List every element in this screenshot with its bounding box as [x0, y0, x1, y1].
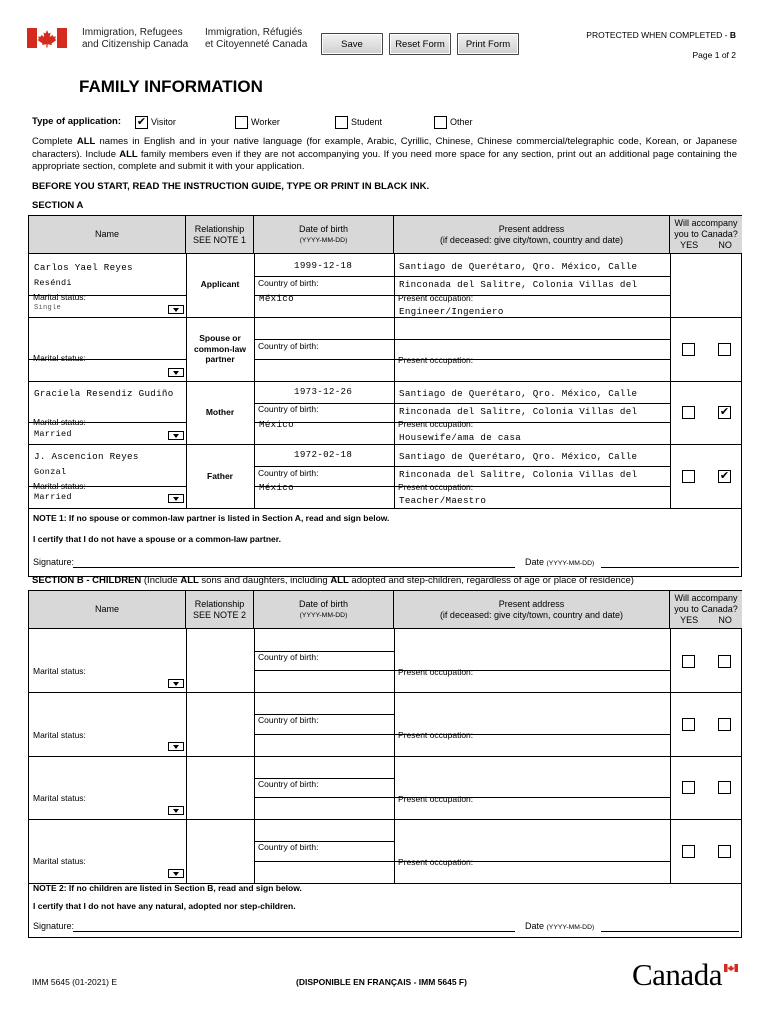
child1-occupation-label: Present occupation:: [398, 667, 474, 677]
application-type-label: Type of application:: [32, 116, 122, 127]
date-line-a[interactable]: [601, 567, 739, 568]
mother-occupation-input[interactable]: Housewife/ama de casa: [399, 432, 522, 442]
applicant-marital-select[interactable]: Single: [34, 304, 62, 312]
mother-occupation-label: Present occupation:: [398, 419, 474, 429]
page-number: Page 1 of 2: [692, 50, 736, 60]
father-cob-label: Country of birth:: [258, 468, 319, 478]
form-id: IMM 5645 (01-2021) E: [32, 977, 118, 987]
mother-marital-label: Marital status:: [33, 417, 86, 427]
applicant-address-line2[interactable]: Rinconada del Salitre, Colonia Villas del: [399, 279, 638, 290]
checkbox-worker[interactable]: [235, 116, 248, 129]
header-address: Present address (if deceased: give city/town, country and date): [394, 591, 670, 629]
spouse-cob-label: Country of birth:: [258, 341, 319, 351]
option-worker-label: Worker: [251, 117, 280, 127]
child3-accompany-yes[interactable]: [682, 781, 695, 794]
father-marital-select[interactable]: Married: [34, 492, 72, 502]
chevron-down-icon[interactable]: [168, 305, 184, 314]
signature-line-b[interactable]: [73, 931, 515, 932]
child2-cob-label: Country of birth:: [258, 715, 319, 725]
applicant-dob-input[interactable]: 1999-12-18: [294, 260, 353, 271]
relationship-father: Father: [207, 471, 233, 481]
child1-accompany-yes[interactable]: [682, 655, 695, 668]
child3-occupation-label: Present occupation:: [398, 794, 474, 804]
chevron-down-icon[interactable]: [168, 368, 184, 377]
child4-accompany-yes[interactable]: [682, 845, 695, 858]
print-form-button[interactable]: Print Form: [457, 33, 519, 55]
child2-marital-label: Marital status:: [33, 730, 86, 740]
option-other-label: Other: [450, 117, 473, 127]
wordmark-flag-icon: [724, 964, 738, 972]
spouse-accompany-yes[interactable]: [682, 343, 695, 356]
applicant-name-line2: Reséndi: [34, 278, 72, 288]
father-name-input[interactable]: J. Ascencion Reyes: [34, 451, 139, 462]
father-name-line2: Gonzal: [34, 467, 67, 477]
child1-accompany-no[interactable]: [718, 655, 731, 668]
child2-accompany-no[interactable]: [718, 718, 731, 731]
signature-line-a[interactable]: [73, 567, 515, 568]
date-label-a: Date (YYYY-MM-DD): [525, 557, 595, 567]
checkbox-other[interactable]: [434, 116, 447, 129]
applicant-address-line1[interactable]: Santiago de Querétaro, Qro. México, Calle: [399, 261, 638, 272]
spouse-marital-label: Marital status:: [33, 353, 86, 363]
department-name-en: Immigration, Refugees and Citizenship Canada: [82, 27, 189, 50]
applicant-marital-label: Marital status:: [33, 292, 86, 302]
checkbox-student[interactable]: [335, 116, 348, 129]
child3-cob-label: Country of birth:: [258, 779, 319, 789]
save-button[interactable]: Save: [321, 33, 383, 55]
date-line-b[interactable]: [601, 931, 739, 932]
date-label-b: Date (YYYY-MM-DD): [525, 921, 595, 931]
relationship-spouse: Spouse or common-law partner: [194, 333, 246, 364]
checkbox-visitor[interactable]: ✔: [136, 116, 147, 128]
chevron-down-icon[interactable]: [168, 494, 184, 503]
chevron-down-icon[interactable]: [168, 806, 184, 815]
note-2: NOTE 2: If no children are listed in Section B, read and sign below.: [33, 883, 302, 893]
child3-accompany-no[interactable]: [718, 781, 731, 794]
father-dob-input[interactable]: 1972-02-18: [294, 449, 353, 460]
signature-label-b: Signature:: [33, 921, 75, 931]
father-occupation-label: Present occupation:: [398, 482, 474, 492]
protected-notice: PROTECTED WHEN COMPLETED - B: [586, 30, 736, 40]
canada-flag-icon: [27, 28, 67, 48]
child1-marital-label: Marital status:: [33, 666, 86, 676]
header-dob: Date of birth (YYYY-MM-DD): [254, 216, 394, 254]
mother-address-line1[interactable]: Santiago de Querétaro, Qro. México, Calle: [399, 388, 638, 399]
applicant-name-input[interactable]: Carlos Yael Reyes: [34, 262, 133, 273]
mother-cob-label: Country of birth:: [258, 404, 319, 414]
instruction-warning: BEFORE YOU START, READ THE INSTRUCTION GUIDE, TYPE OR PRINT IN BLACK INK.: [32, 181, 430, 192]
section-a-title: SECTION A: [32, 200, 84, 211]
instructions-paragraph: Complete ALL names in English and in your native language (for example, Arabic, Cyrillic, Chinese, Chinese commercial/telegraphic code, Korean, or Japanese characters). Include ALL family members even if they are not accompanying you. If you need more space for any section, print out an additional page containing the appropriate section, complete and submit it with your application.: [32, 136, 737, 172]
chevron-down-icon[interactable]: [168, 431, 184, 440]
father-accompany-no[interactable]: ✔: [719, 470, 730, 482]
mother-accompany-yes[interactable]: [682, 406, 695, 419]
certify-no-children: I certify that I do not have any natural, adopted nor step-children.: [33, 901, 296, 911]
section-b-table: [28, 590, 742, 938]
mother-cob-input[interactable]: México: [259, 419, 294, 430]
child4-occupation-label: Present occupation:: [398, 857, 474, 867]
header-accompany: Will accompany you to Canada? YES NO: [670, 591, 742, 629]
signature-label-a: Signature:: [33, 557, 75, 567]
father-address-line2[interactable]: Rinconada del Salitre, Colonia Villas del: [399, 469, 638, 480]
header-accompany: Will accompany you to Canada? YES NO: [670, 216, 742, 254]
spouse-accompany-no[interactable]: [718, 343, 731, 356]
header-address: Present address (if deceased: give city/town, country and date): [394, 216, 670, 254]
father-marital-label: Marital status:: [33, 481, 86, 491]
chevron-down-icon[interactable]: [168, 869, 184, 878]
header-name: Name: [29, 591, 186, 629]
canada-wordmark: Canada: [632, 957, 722, 992]
relationship-applicant: Applicant: [200, 279, 240, 289]
chevron-down-icon[interactable]: [168, 679, 184, 688]
father-cob-input[interactable]: México: [259, 482, 294, 493]
mother-address-line2[interactable]: Rinconada del Salitre, Colonia Villas del: [399, 406, 638, 417]
father-accompany-yes[interactable]: [682, 470, 695, 483]
father-address-line1[interactable]: Santiago de Querétaro, Qro. México, Calle: [399, 451, 638, 462]
mother-marital-select[interactable]: Married: [34, 429, 72, 439]
mother-accompany-no[interactable]: ✔: [719, 406, 730, 418]
child4-accompany-no[interactable]: [718, 845, 731, 858]
child4-cob-label: Country of birth:: [258, 842, 319, 852]
header-dob: Date of birth (YYYY-MM-DD): [254, 591, 394, 629]
child2-accompany-yes[interactable]: [682, 718, 695, 731]
child4-marital-label: Marital status:: [33, 856, 86, 866]
mother-name-input[interactable]: Graciela Resendiz Gudiño: [34, 388, 174, 399]
department-name-fr: Immigration, Réfugiés et Citoyenneté Canada: [205, 27, 308, 50]
section-a-table: [28, 215, 742, 577]
applicant-occupation-input[interactable]: Engineer/Ingeniero: [399, 306, 504, 316]
reset-form-button[interactable]: Reset Form: [389, 33, 451, 55]
child2-occupation-label: Present occupation:: [398, 730, 474, 740]
header-name: Name: [29, 216, 186, 254]
option-student-label: Student: [351, 117, 383, 127]
relationship-mother: Mother: [205, 407, 235, 417]
header-relationship: Relationship SEE NOTE 1: [186, 216, 254, 254]
applicant-cob-input[interactable]: México: [259, 293, 294, 304]
child3-marital-label: Marital status:: [33, 793, 86, 803]
child1-cob-label: Country of birth:: [258, 652, 319, 662]
page-title: FAMILY INFORMATION: [79, 77, 263, 96]
note-1: NOTE 1: If no spouse or common-law partner is listed in Section A, read and sign below.: [33, 513, 390, 523]
mother-dob-input[interactable]: 1973-12-26: [294, 386, 353, 397]
applicant-occupation-label: Present occupation:: [398, 293, 474, 303]
section-b-title: SECTION B - CHILDREN (Include ALL sons and daughters, including ALL adopted and step-children, regardless of age or place of residence): [32, 575, 634, 586]
option-visitor-label: Visitor: [151, 117, 176, 127]
chevron-down-icon[interactable]: [168, 742, 184, 751]
french-version-notice: (DISPONIBLE EN FRANÇAIS - IMM 5645 F): [296, 977, 467, 987]
header-relationship: Relationship SEE NOTE 2: [186, 591, 254, 629]
spouse-occupation-label: Present occupation:: [398, 355, 474, 365]
applicant-cob-label: Country of birth:: [258, 278, 319, 288]
certify-no-spouse: I certify that I do not have a spouse or a common-law partner.: [33, 534, 281, 544]
father-occupation-input[interactable]: Teacher/Maestro: [399, 495, 487, 505]
